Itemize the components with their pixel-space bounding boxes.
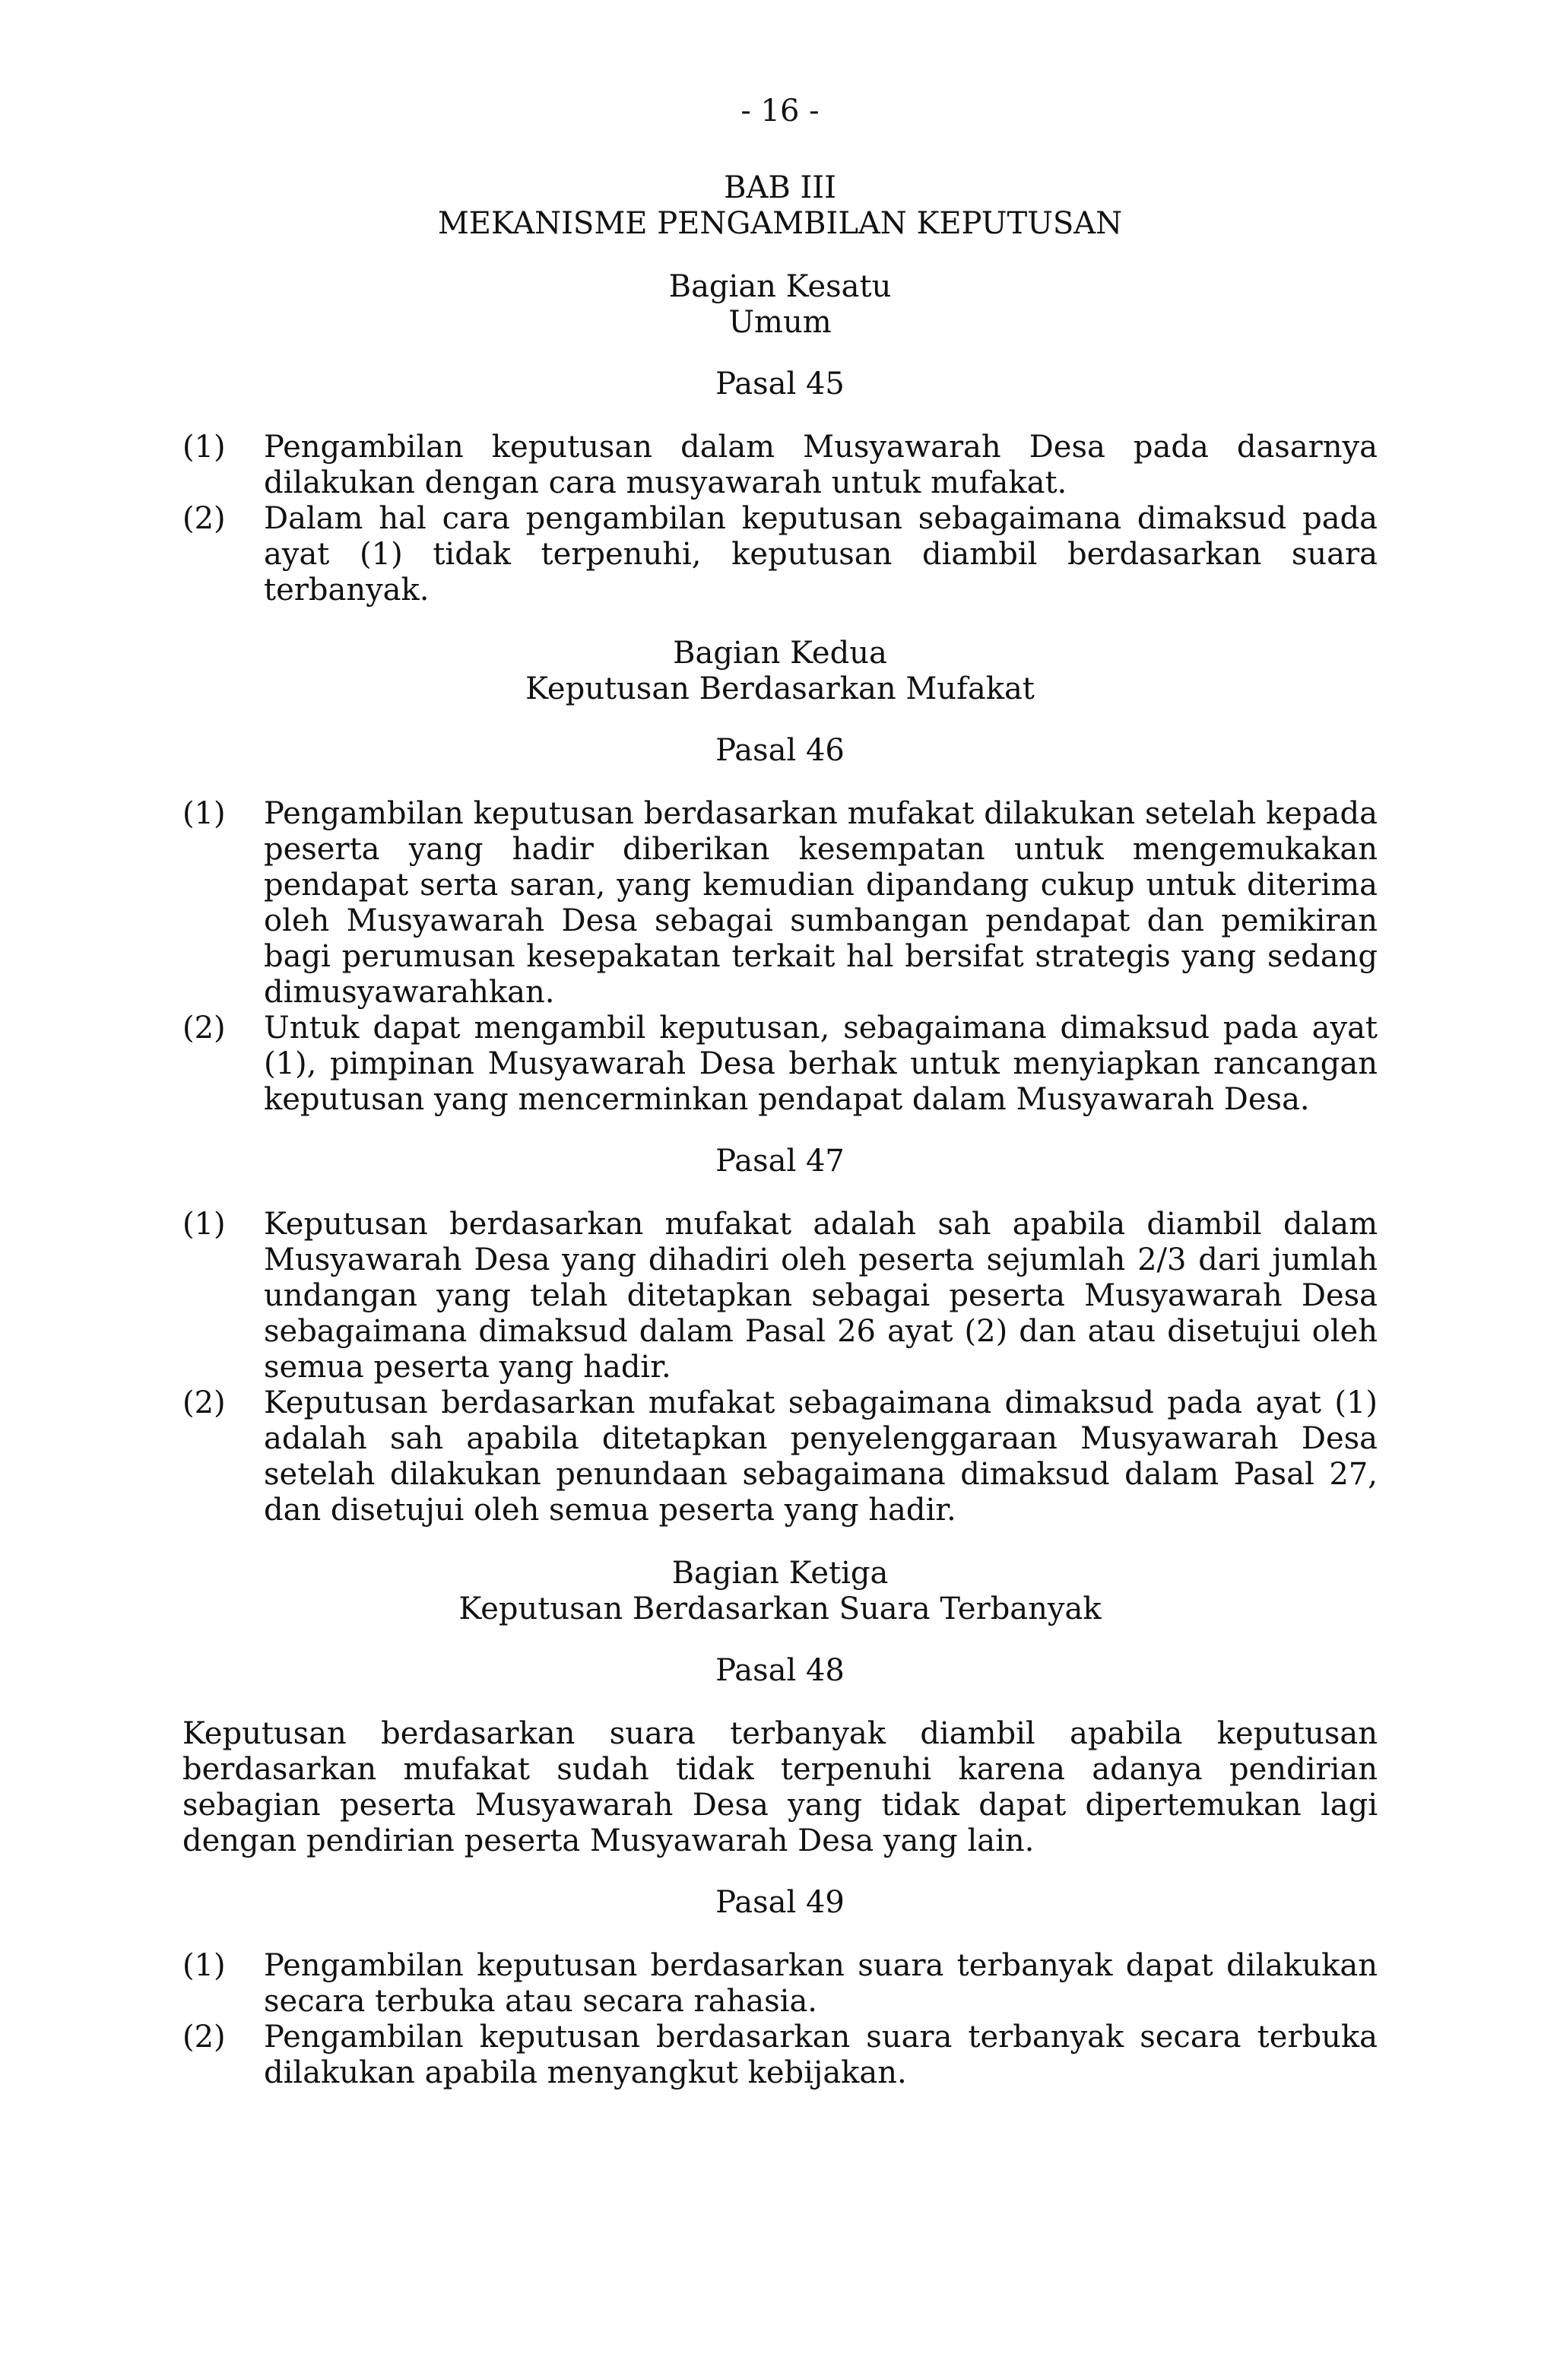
article-title: Pasal 47 (715, 1144, 845, 1179)
section-part: Bagian Ketiga (671, 1556, 889, 1591)
item-text: Dalam hal cara pengambilan keputusan sebagaimana dimaksud pada ayat (1) tidak terpenuhi, keputusan diambil berdasarkan suara terbanyak. (264, 501, 1378, 608)
item-number: (2) (182, 2020, 226, 2055)
item-number: (2) (182, 501, 226, 536)
section-part: Bagian Kedua (673, 636, 887, 671)
article-title: Pasal 49 (715, 1885, 845, 1920)
item-number: (2) (182, 1011, 226, 1046)
article-items (182, 1948, 1378, 2091)
article-title: Pasal 46 (715, 733, 845, 768)
page-number: - 16 - (740, 94, 820, 129)
item-text: Pengambilan keputusan berdasarkan suara terbanyak secara terbuka dilakukan apabila menyangkut kebijakan. (264, 2020, 1378, 2090)
article-paragraph: Keputusan berdasarkan suara terbanyak diambil apabila keputusan berdasarkan mufakat sudah tidak terpenuhi karena adanya pendirian sebagian peserta Musyawarah Desa yang tidak dapat dipertemukan lagi dengan pendirian peserta Musyawarah Desa yang lain. (182, 1716, 1378, 1858)
item-text: Keputusan berdasarkan mufakat sebagaimana dimaksud pada ayat (1) adalah sah apabila ditetapkan penyelenggaraan Musyawarah Desa setelah dilakukan penundaan sebagaimana dimaksud dalam Pasal 27, dan disetujui oleh semua peserta yang hadir. (264, 1385, 1378, 1528)
item-number: (1) (182, 1948, 226, 1983)
item-text: Untuk dapat mengambil keputusan, sebagaimana dimaksud pada ayat (1), pimpinan Musyawarah Desa berhak untuk menyiapkan rancangan keputusan yang mencerminkan pendapat dalam Musyawarah Desa. (264, 1011, 1378, 1117)
article-item (182, 1011, 1378, 1118)
article-item (182, 501, 1378, 608)
article-title: Pasal 45 (715, 367, 845, 401)
chapter-number: BAB III (724, 170, 836, 205)
section-title: Keputusan Berdasarkan Suara Terbanyak (458, 1591, 1102, 1626)
article-item (182, 1948, 1378, 2020)
item-number: (1) (182, 430, 226, 465)
section-part: Bagian Kesatu (668, 269, 892, 304)
item-text: Keputusan berdasarkan mufakat adalah sah apabila diambil dalam Musyawarah Desa yang dihadiri oleh peserta sejumlah 2/3 dari jumlah undangan yang telah ditetapkan sebagai peserta Musyawarah Desa sebagaimana dimaksud dalam Pasal 26 ayat (2) dan atau disetujui oleh semua peserta yang hadir. (264, 1207, 1378, 1385)
article-items (182, 1207, 1378, 1528)
article-items (182, 430, 1378, 608)
item-number: (1) (182, 1207, 226, 1242)
article-items (182, 796, 1378, 1118)
article-item (182, 796, 1378, 1011)
section-title: Keputusan Berdasarkan Mufakat (525, 671, 1035, 706)
item-text: Pengambilan keputusan berdasarkan suara terbanyak dapat dilakukan secara terbuka atau secara rahasia. (264, 1948, 1378, 2019)
article-item (182, 1385, 1378, 1528)
item-number: (1) (182, 796, 226, 831)
item-number: (2) (182, 1385, 226, 1420)
item-text: Pengambilan keputusan berdasarkan mufakat dilakukan setelah kepada peserta yang hadir diberikan kesempatan untuk mengemukakan pendapat serta saran, yang kemudian dipandang cukup untuk diterima oleh Musyawarah Desa sebagai sumbangan pendapat dan pemikiran bagi perumusan kesepakatan terkait hal bersifat strategis yang sedang dimusyawarahkan. (264, 796, 1378, 1010)
article-item (182, 2020, 1378, 2091)
chapter-title: MEKANISME PENGAMBILAN KEPUTUSAN (437, 206, 1123, 241)
article-item (182, 430, 1378, 501)
article-item (182, 1207, 1378, 1385)
article-title: Pasal 48 (715, 1653, 845, 1688)
section-title: Umum (728, 305, 832, 340)
item-text: Pengambilan keputusan dalam Musyawarah Desa pada dasarnya dilakukan dengan cara musyawarah untuk mufakat. (264, 430, 1378, 500)
